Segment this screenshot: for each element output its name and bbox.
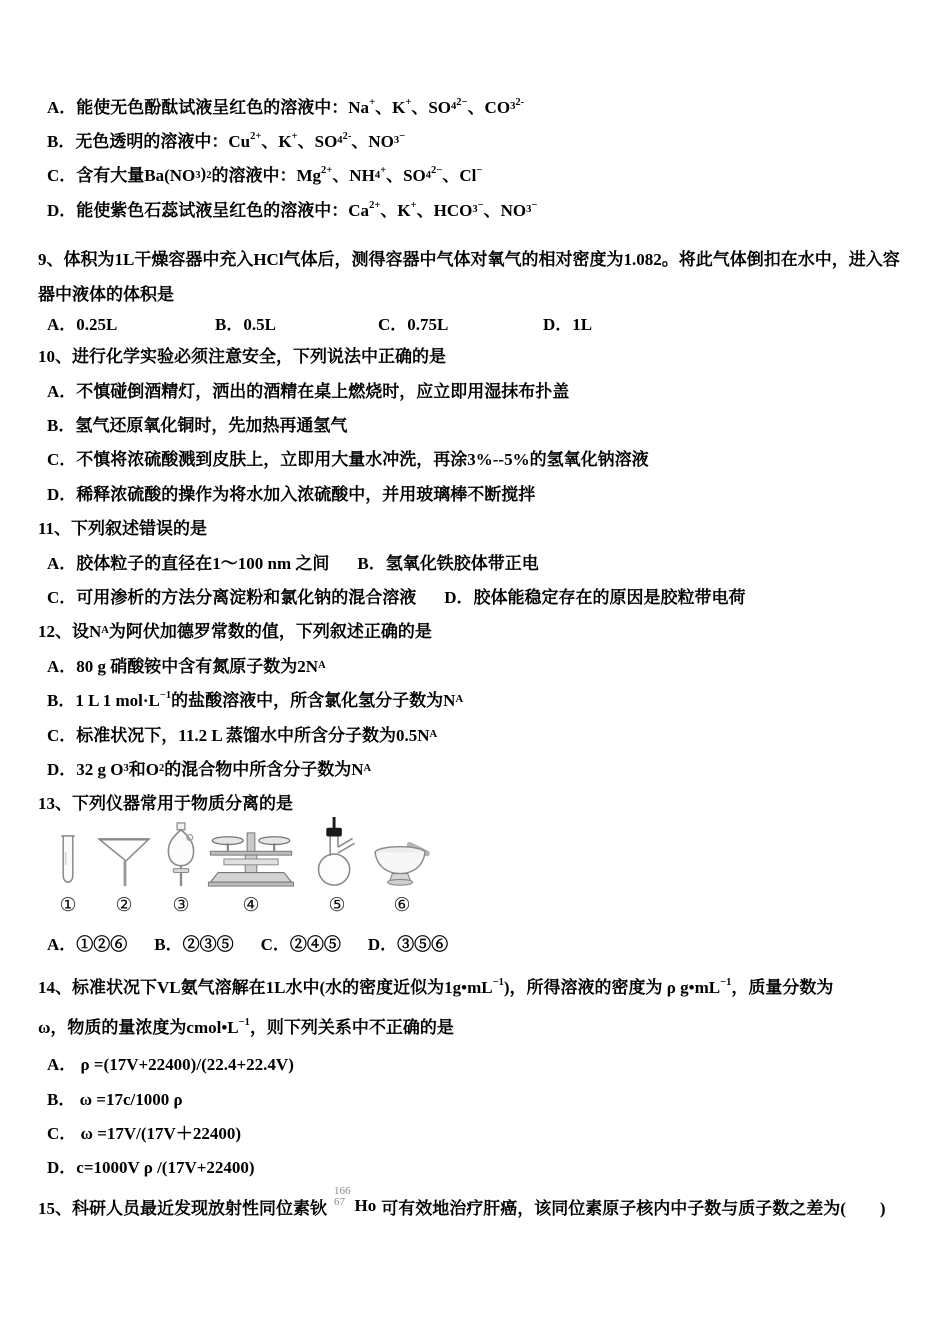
q8-option-b: B．无色透明的溶液中：Cu $^{2+}$ 、K + 、SO $_4$ $^{2-}$ 、NO $_3$ − [47,130,406,152]
isotope-atomic-number: 67 [334,1196,345,1209]
q11-option-a: A．胶体粒子的直径在1～100 nm 之间 [47,553,330,573]
q9-options [38,308,920,338]
q8-option-d: D．能使紫色石蕊试液呈红色的溶液中：Ca $^{2+}$ 、K + 、HCO $_3$ − 、NO $_3$ − [47,199,538,220]
apparatus-label-6: ⑥ [393,895,411,917]
q9-stem-line2: 器中液体的体积是 [38,285,174,305]
apparatus-item-1 [46,833,90,917]
q15-stem [38,1184,920,1223]
apparatus-item-4 [203,829,299,917]
q11-options-row2 [38,578,920,612]
q10-stem: 10、进行化学实验必须注意安全，下列说法中正确的是 [38,347,446,367]
isotope-symbol: Ho [354,1196,377,1216]
q13-option-d: D．③⑤⑥ [367,934,449,954]
q13-stem: 13、下列仪器常用于物质分离的是 [38,794,293,814]
q9-option-d: D．1L [543,315,593,335]
q9-option-c: C．0.75L [378,315,449,335]
apparatus-item-6 [370,839,434,917]
separating-funnel-icon [161,821,201,889]
isotope-mass-number: 166 [334,1184,351,1197]
q13-apparatus-figure [38,823,920,917]
apparatus-label-2: ② [115,895,133,917]
q12-option-a: A．80 g 硝酸铵中含有氮原子数为2N $_A$ [47,656,326,676]
funnel-icon [96,833,152,889]
test-tube-icon [55,833,81,889]
q8-option-a: A．能使无色酚酞试液呈红色的溶液中：Na + 、K + 、SO $_4$ $^{2-}$ 、CO $_3$ $^{2-}$ [47,96,525,117]
q11-option-c: C．可用渗析的方法分离淀粉和氯化钠的混合溶液 [47,587,417,607]
q8-option-c: C．含有大量Ba(NO $_3$ ) $_2$ 的溶液中：Mg $^{2+}$ 、NH $_4$ + 、SO $_4$ $^{2-}$ 、Cl − [47,163,483,186]
q11-option-d: D．胶体能稳定存在的原因是胶粒带电荷 [444,587,746,607]
q12-option-b: B．1 L 1 mol·L $^{-1}$ 的盐酸溶液中，所含氯化氢分子数为N $_A$ [47,690,464,711]
q9-option-b: B．0.5L [215,315,276,335]
apparatus-label-1: ① [59,895,77,917]
q13-options [38,925,920,959]
distillation-flask-icon [308,817,366,889]
q14-option-d: D．c=1000V ρ /(17V+22400) [47,1158,255,1178]
q13-option-a: A．①②⑥ [47,934,128,954]
mortar-pestle-icon [370,839,434,889]
q14-stem-line1: 14、标准状况下VL氨气溶解在1L水中(水的密度近似为1g•mL $^{-1}$ )，所得溶液的密度为 ρ g•mL $^{-1}$ ，质量分数为 [38,976,834,997]
apparatus-item-2 [96,833,152,917]
q12-option-d: D．32 g O $_3$ 和O $_2$ 的混合物中所含分子数为N $_A$ [47,759,372,779]
q10-option-a: A．不慎碰倒酒精灯，洒出的酒精在桌上燃烧时，应立即用湿抹布扑盖 [47,381,570,401]
q9-stem-line1: 9、体积为1L干燥容器中充入HCl气体后，测得容器中气体对氧气的相对密度为1.082。将此气体倒扣在水中，进入容 [38,250,900,270]
apparatus-item-3 [158,821,204,917]
q12-option-c: C．标准状况下，11.2 L 蒸馏水中所含分子数为0.5N $_A$ [47,725,438,745]
q10-option-c: C．不慎将浓硫酸溅到皮肤上，立即用大量水冲洗，再涂3%--5%的氢氧化钠溶液 [47,450,649,470]
isotope-notation [334,1184,377,1218]
q14-option-a: A． ρ =(17V+22400)/(22.4+22.4V) [47,1055,294,1075]
q10-option-b: B．氢气还原氧化铜时，先加热再通氢气 [47,416,348,436]
q11-option-b: B．氢氧化铁胶体带正电 [357,553,539,573]
q13-option-c: C．②④⑤ [260,934,341,954]
q14-option-c: C． ω =17V/(17V＋22400) [47,1123,241,1143]
apparatus-label-4: ④ [242,895,260,917]
apparatus-label-5: ⑤ [328,895,346,917]
q15-stem-suffix: 可有效地治疗肝癌，该同位素原子核内中子数与质子数之差为( ) [381,1198,886,1218]
apparatus-item-5 [308,817,366,917]
q11-stem: 11、下列叙述错误的是 [38,519,208,539]
apparatus-label-3: ③ [172,895,190,917]
q14-option-b: B． ω =17c/1000 ρ [47,1089,183,1109]
isotope-numbers [334,1186,351,1209]
q12-stem: 12、设N $_A$ 为阿伏加德罗常数的值，下列叙述正确的是 [38,622,432,642]
q9-option-a: A．0.25L [47,315,118,335]
balance-scale-icon [203,829,299,889]
q13-option-b: B．②③⑤ [154,934,234,954]
q10-option-d: D．稀释浓硫酸的操作为将水加入浓硫酸中，并用玻璃棒不断搅拌 [47,484,536,504]
q11-options-row1 [38,544,920,578]
q14-stem-line2: ω，物质的量浓度为cmol•L $^{-1}$ ，则下列关系中不正确的是 [38,1016,454,1037]
q15-stem-prefix: 15、科研人员最近发现放射性同位素钬 [38,1198,327,1218]
